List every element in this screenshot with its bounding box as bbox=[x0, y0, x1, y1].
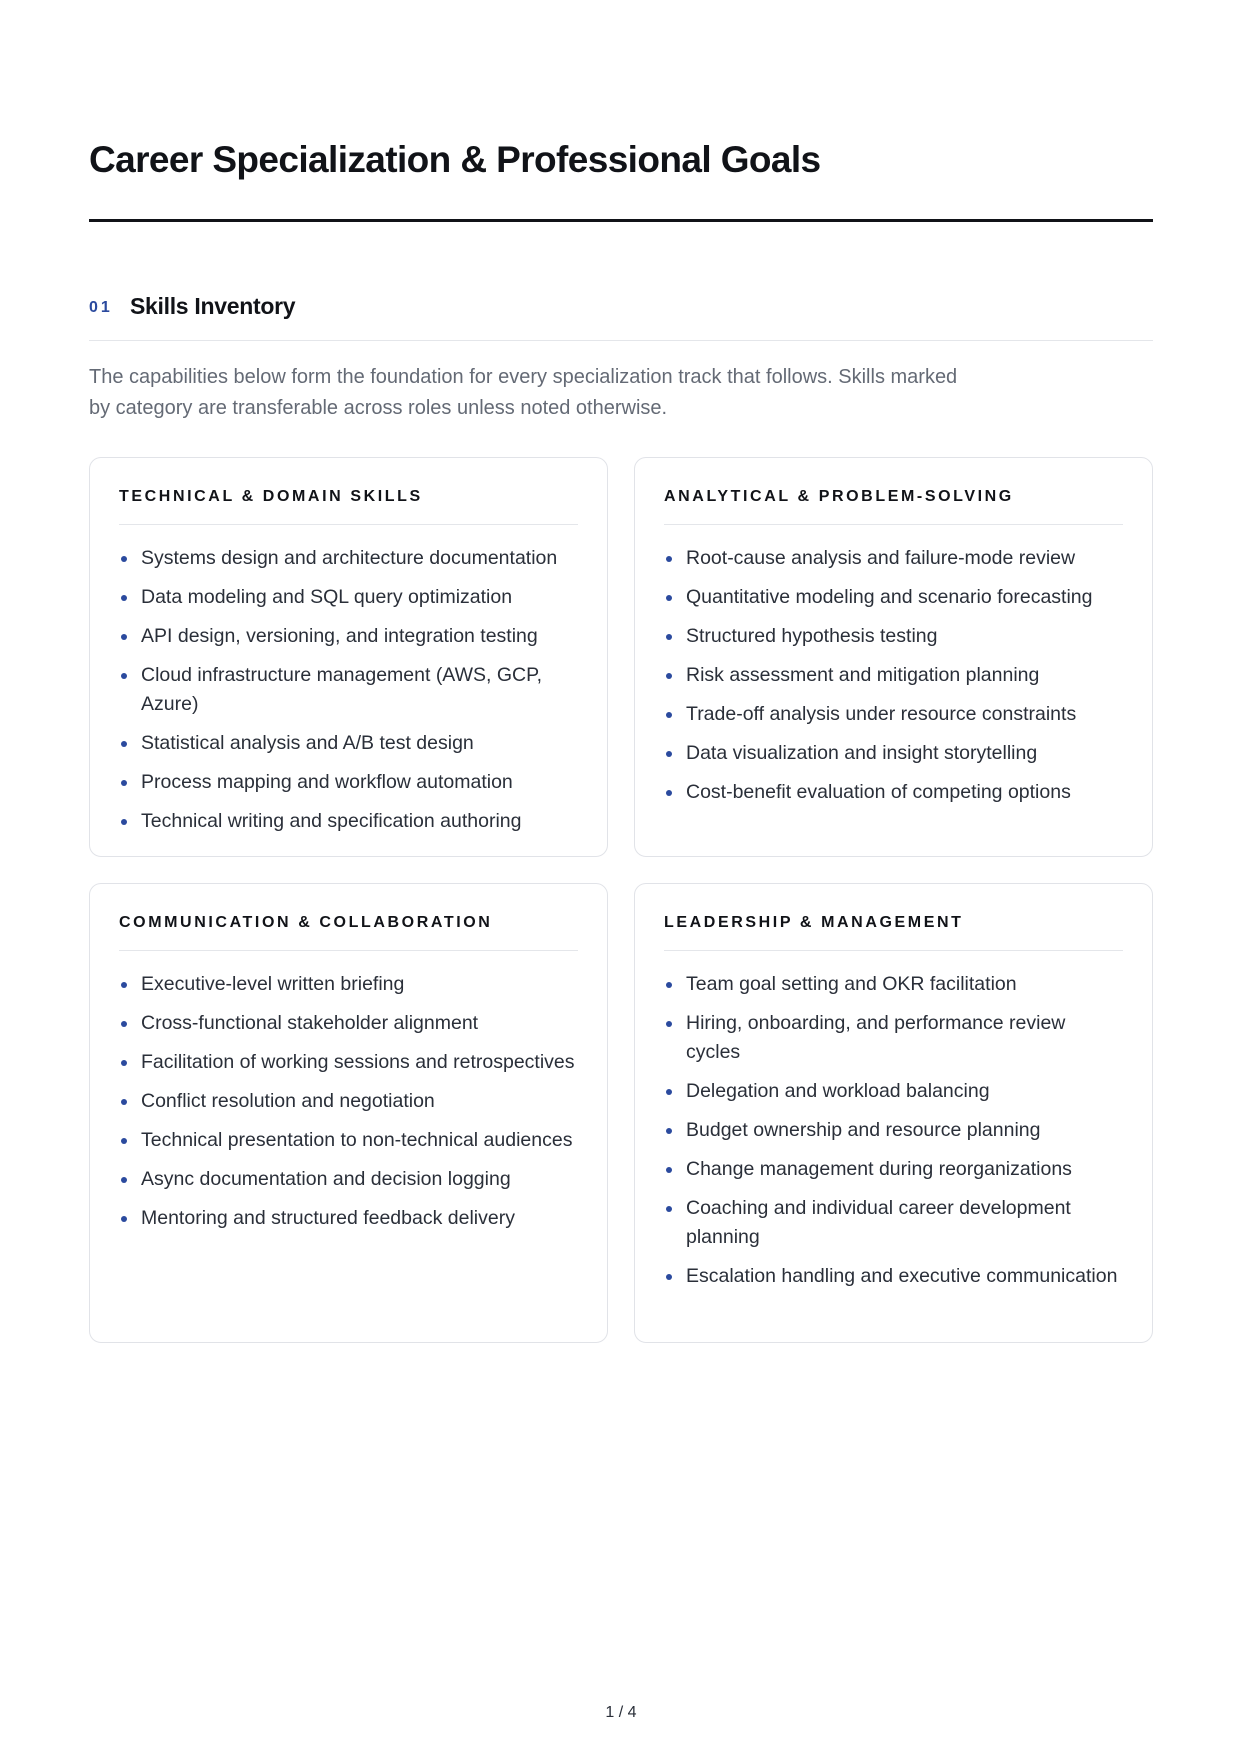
skill-text: Technical presentation to non-technical audiences bbox=[141, 1129, 573, 1151]
skill-text: Data modeling and SQL query optimization bbox=[141, 586, 513, 608]
list-item bbox=[664, 1194, 1123, 1252]
section-divider bbox=[89, 340, 1153, 341]
skill-text: Escalation handling and executive communication bbox=[686, 1265, 1118, 1287]
skill-text: Team goal setting and OKR facilitation bbox=[686, 973, 1017, 995]
card-heading: LEADERSHIP & MANAGEMENT bbox=[664, 914, 964, 931]
list-item bbox=[119, 768, 578, 797]
list-item bbox=[664, 778, 1123, 807]
card-divider bbox=[664, 524, 1123, 525]
card-divider bbox=[664, 950, 1123, 951]
bullet-icon bbox=[121, 1138, 127, 1144]
bullet-icon bbox=[666, 673, 672, 679]
skill-text: Cloud infrastructure management (AWS, GCP, Azure) bbox=[141, 664, 542, 715]
bullet-icon bbox=[121, 1099, 127, 1105]
list-item bbox=[664, 622, 1123, 651]
bullet-icon bbox=[666, 1089, 672, 1095]
bullet-icon bbox=[121, 634, 127, 640]
skill-text: Root-cause analysis and failure-mode review bbox=[686, 547, 1076, 569]
list-item bbox=[119, 1048, 578, 1077]
skill-list bbox=[119, 544, 578, 836]
list-item bbox=[664, 970, 1123, 999]
list-item bbox=[119, 1204, 578, 1233]
skill-text: Quantitative modeling and scenario forecasting bbox=[686, 586, 1093, 608]
section-intro: The capabilities below form the foundation for every specialization track that follows. Skills marked by category are transferable across roles unless noted otherwise. bbox=[89, 366, 958, 419]
list-item bbox=[664, 1155, 1123, 1184]
bullet-icon bbox=[121, 595, 127, 601]
list-item bbox=[664, 1116, 1123, 1145]
skill-text: Risk assessment and mitigation planning bbox=[686, 664, 1040, 686]
list-item bbox=[119, 970, 578, 999]
bullet-icon bbox=[666, 751, 672, 757]
list-item bbox=[119, 1087, 578, 1116]
skill-text: API design, versioning, and integration testing bbox=[141, 625, 538, 647]
list-item bbox=[119, 1165, 578, 1194]
skill-text: Executive-level written briefing bbox=[141, 973, 405, 995]
bullet-icon bbox=[121, 1021, 127, 1027]
bullet-icon bbox=[666, 634, 672, 640]
card-heading: TECHNICAL & DOMAIN SKILLS bbox=[119, 488, 423, 505]
list-item bbox=[664, 583, 1123, 612]
list-item bbox=[664, 661, 1123, 690]
skill-text: Technical writing and specification authoring bbox=[141, 810, 522, 832]
skill-text: Systems design and architecture documentation bbox=[141, 547, 558, 569]
list-item bbox=[119, 1126, 578, 1155]
skill-text: Hiring, onboarding, and performance review cycles bbox=[686, 1012, 1066, 1063]
card-heading: COMMUNICATION & COLLABORATION bbox=[119, 914, 493, 931]
list-item bbox=[664, 1077, 1123, 1106]
skills-card-technical bbox=[89, 457, 608, 857]
skill-text: Data visualization and insight storytelling bbox=[686, 742, 1038, 764]
list-item bbox=[119, 544, 578, 573]
bullet-icon bbox=[121, 1177, 127, 1183]
skill-list bbox=[119, 970, 578, 1233]
list-item bbox=[664, 1262, 1123, 1291]
skills-card-leadership bbox=[634, 883, 1153, 1343]
card-divider bbox=[119, 950, 578, 951]
bullet-icon bbox=[666, 1021, 672, 1027]
skill-text: Process mapping and workflow automation bbox=[141, 771, 513, 793]
bullet-icon bbox=[666, 1206, 672, 1212]
skill-text: Conflict resolution and negotiation bbox=[141, 1090, 435, 1112]
list-item bbox=[119, 729, 578, 758]
list-item bbox=[119, 622, 578, 651]
bullet-icon bbox=[121, 1216, 127, 1222]
skill-list bbox=[664, 544, 1123, 807]
bullet-icon bbox=[121, 819, 127, 825]
skill-text: Change management during reorganizations bbox=[686, 1158, 1072, 1180]
skills-card-communication bbox=[89, 883, 608, 1343]
skill-text: Async documentation and decision logging bbox=[141, 1168, 511, 1190]
skill-list bbox=[664, 970, 1123, 1291]
list-item bbox=[119, 1009, 578, 1038]
bullet-icon bbox=[666, 790, 672, 796]
bullet-icon bbox=[121, 982, 127, 988]
skill-text: Cross-functional stakeholder alignment bbox=[141, 1012, 479, 1034]
bullet-icon bbox=[666, 1128, 672, 1134]
skill-text: Coaching and individual career development planning bbox=[686, 1197, 1071, 1248]
bullet-icon bbox=[666, 982, 672, 988]
bullet-icon bbox=[666, 1274, 672, 1280]
section-number: 01 bbox=[89, 298, 113, 316]
bullet-icon bbox=[121, 741, 127, 747]
skill-text: Statistical analysis and A/B test design bbox=[141, 732, 474, 754]
title-divider bbox=[89, 219, 1153, 222]
list-item bbox=[664, 700, 1123, 729]
list-item bbox=[664, 544, 1123, 573]
skill-text: Delegation and workload balancing bbox=[686, 1080, 990, 1102]
card-heading: ANALYTICAL & PROBLEM-SOLVING bbox=[664, 488, 1014, 505]
list-item bbox=[119, 583, 578, 612]
skills-card-analytical bbox=[634, 457, 1153, 857]
list-item bbox=[119, 807, 578, 836]
page-title: Career Specialization & Professional Goals bbox=[89, 139, 821, 180]
skill-text: Facilitation of working sessions and retrospectives bbox=[141, 1051, 575, 1073]
skill-text: Trade-off analysis under resource constraints bbox=[686, 703, 1077, 725]
bullet-icon bbox=[121, 780, 127, 786]
list-item bbox=[664, 739, 1123, 768]
bullet-icon bbox=[121, 1060, 127, 1066]
section-header bbox=[89, 290, 295, 322]
bullet-icon bbox=[666, 712, 672, 718]
bullet-icon bbox=[121, 556, 127, 562]
section-title: Skills Inventory bbox=[130, 292, 296, 319]
skill-text: Cost-benefit evaluation of competing options bbox=[686, 781, 1071, 803]
list-item bbox=[664, 1009, 1123, 1067]
skill-text: Structured hypothesis testing bbox=[686, 625, 938, 647]
skill-text: Budget ownership and resource planning bbox=[686, 1119, 1041, 1141]
bullet-icon bbox=[666, 556, 672, 562]
bullet-icon bbox=[666, 1167, 672, 1173]
page-number: 1 / 4 bbox=[605, 1704, 637, 1721]
card-divider bbox=[119, 524, 578, 525]
bullet-icon bbox=[666, 595, 672, 601]
bullet-icon bbox=[121, 673, 127, 679]
skill-text: Mentoring and structured feedback delivery bbox=[141, 1207, 515, 1229]
list-item bbox=[119, 661, 578, 719]
